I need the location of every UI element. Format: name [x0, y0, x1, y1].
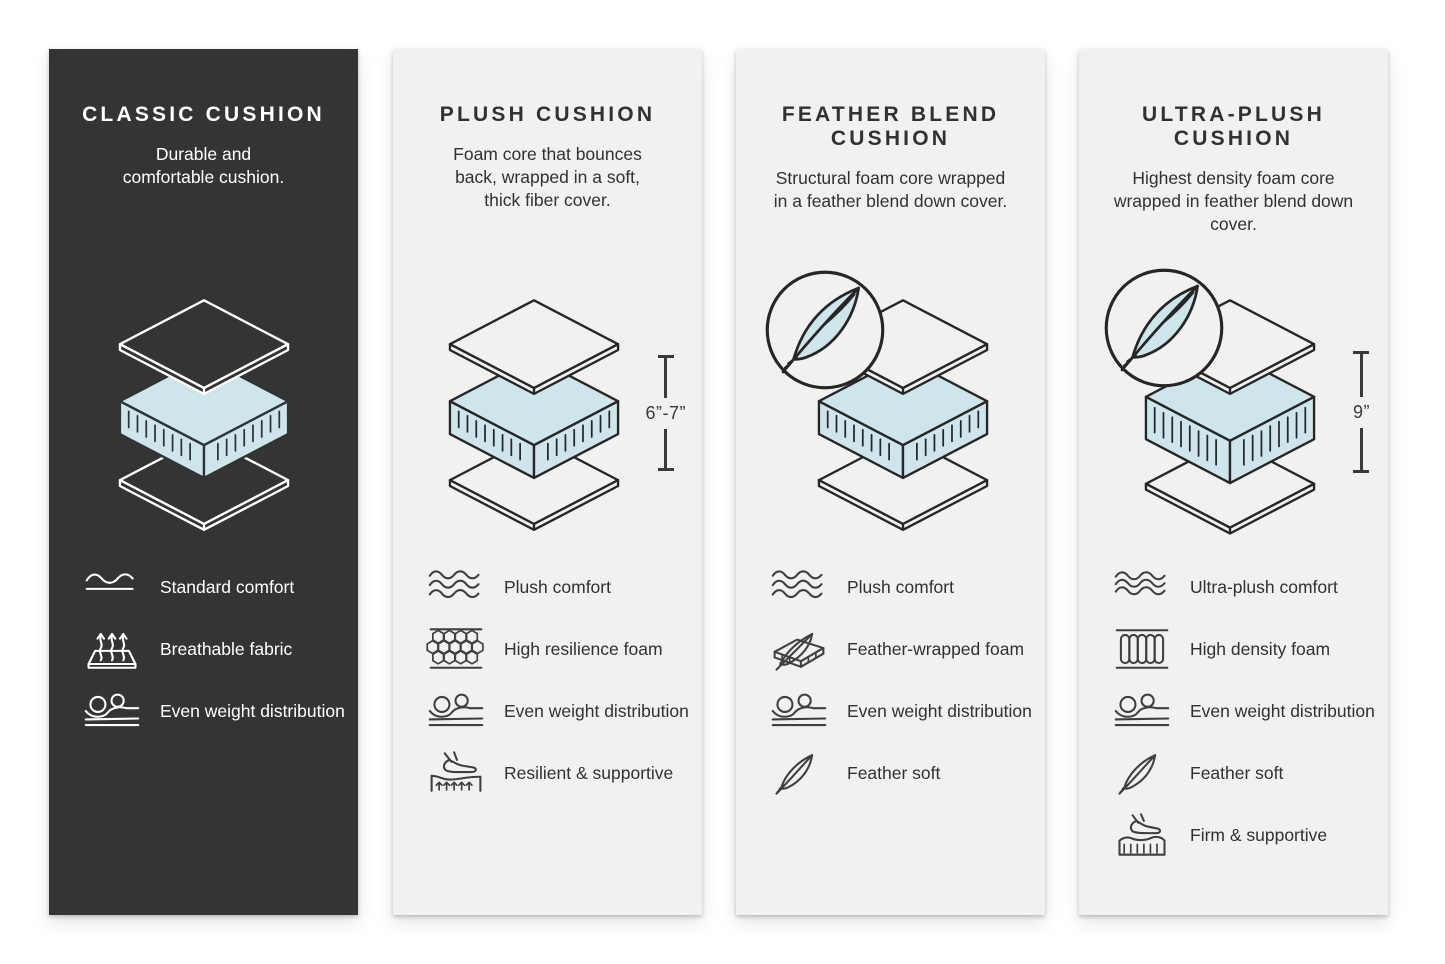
feature-row — [768, 561, 1033, 613]
feature-row — [1111, 685, 1376, 737]
feature-row — [81, 685, 346, 737]
panel-plush-cushion — [393, 49, 702, 915]
feature-row — [768, 685, 1033, 737]
feature-list — [425, 561, 690, 809]
panel-title: CLASSIC CUSHION — [82, 103, 325, 126]
feature-label: High density foam — [1190, 638, 1331, 659]
wave-triple-icon — [425, 562, 487, 612]
panel-description: Foam core that bounces back, wrapped in a soft, thick fiber cover. — [453, 143, 642, 211]
feature-label: Breathable fabric — [160, 638, 293, 659]
height-dimension-marker — [1353, 351, 1370, 473]
layered-cushion-icon — [428, 293, 640, 534]
feature-row — [1111, 623, 1376, 675]
panel-description: Structural foam core wrapped in a feather blend down cover. — [773, 167, 1008, 211]
feature-list — [768, 561, 1033, 809]
feature-label: Resilient & supportive — [504, 762, 674, 783]
breathable-fabric-icon — [81, 624, 143, 674]
wave-triple-icon — [768, 562, 830, 612]
feature-label: High resilience foam — [504, 638, 663, 659]
even-weight-icon — [425, 686, 487, 736]
panel-description: Highest density foam core wrapped in feather blend down cover. — [1113, 167, 1354, 235]
feature-row — [81, 561, 346, 613]
feature-row — [81, 623, 346, 675]
cushion-illustration — [736, 289, 1045, 599]
feature-label: Even weight distribution — [160, 700, 345, 721]
feature-label: Firm & supportive — [1190, 824, 1328, 845]
feature-list — [81, 561, 346, 747]
cushion-illustration — [1079, 289, 1388, 599]
dimension-cap — [658, 468, 674, 471]
dimension-cap — [1353, 470, 1369, 473]
honeycomb-foam-icon — [425, 624, 487, 674]
feather-icon — [768, 748, 830, 798]
feature-label: Standard comfort — [160, 576, 295, 597]
feature-label: Feather soft — [847, 762, 941, 783]
density-pills-icon — [1111, 624, 1173, 674]
wave-single-icon — [81, 562, 143, 612]
feature-row — [425, 561, 690, 613]
feature-label: Even weight distribution — [847, 700, 1032, 721]
even-weight-icon — [768, 686, 830, 736]
panel-title: PLUSH CUSHION — [439, 103, 656, 126]
feature-row — [768, 623, 1033, 675]
even-weight-icon — [81, 686, 143, 736]
feature-list — [1111, 561, 1376, 871]
feather-badge-icon — [1101, 265, 1227, 391]
panel-feather-blend-cushion — [736, 49, 1045, 915]
layered-cushion-icon — [98, 293, 310, 534]
panel-ultra-plush-cushion — [1079, 49, 1388, 915]
feature-row — [768, 747, 1033, 799]
height-dimension-marker — [645, 355, 686, 471]
feature-label: Even weight distribution — [504, 700, 689, 721]
feature-row — [425, 685, 690, 737]
firm-supportive-icon — [1111, 810, 1173, 860]
cushion-illustration — [393, 289, 702, 599]
feature-row — [1111, 747, 1376, 799]
panel-description: Durable and comfortable cushion. — [122, 143, 285, 188]
feature-row — [1111, 809, 1376, 861]
height-dimension-label: 9” — [1352, 401, 1370, 422]
feather-icon — [1111, 748, 1173, 798]
feature-label: Plush comfort — [504, 576, 611, 597]
feature-label: Plush comfort — [847, 576, 954, 597]
feature-label: Even weight distribution — [1190, 700, 1375, 721]
feature-label: Ultra-plush comfort — [1190, 576, 1338, 597]
height-dimension-label: 6”-7” — [645, 402, 686, 423]
feather-badge-icon — [762, 267, 888, 393]
panel-title: ULTRA-PLUSH CUSHION — [1142, 103, 1325, 150]
dimension-line — [1360, 354, 1363, 397]
feature-label: Feather soft — [1190, 762, 1284, 783]
feather-wrapped-foam-icon — [768, 624, 830, 674]
dimension-line — [1360, 428, 1363, 471]
even-weight-icon — [1111, 686, 1173, 736]
dimension-line — [664, 358, 667, 398]
panel-classic-cushion — [49, 49, 358, 915]
wave-triple-tight-icon — [1111, 562, 1173, 612]
resilient-supportive-icon — [425, 748, 487, 798]
panel-title: FEATHER BLEND CUSHION — [781, 103, 1000, 150]
dimension-line — [664, 429, 667, 469]
feature-row — [425, 747, 690, 799]
cushion-illustration — [49, 289, 358, 599]
feature-label: Feather-wrapped foam — [847, 638, 1025, 659]
feature-row — [1111, 561, 1376, 613]
feature-row — [425, 623, 690, 675]
